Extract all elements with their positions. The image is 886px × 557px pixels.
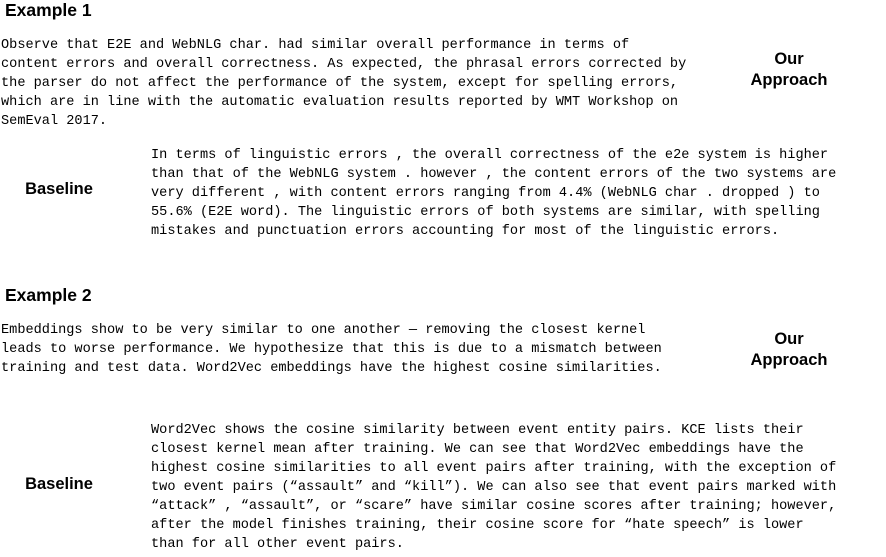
example-2-our-approach-label: Our Approach [750,330,828,369]
example-1-baseline-label: Baseline [25,180,93,198]
example-1-baseline-text: In terms of linguistic errors , the overall correctness of the e2e system is higher than that of the WebNLG system . however , the content errors of the two systems are very different , with content errors ranging from 4.4% (WebNLG char . dropped ) to 55.6% (E2E word). The linguistic errors of both systems are similar, with spelling mistakes and punctuation errors accounting for most of the linguistic errors. [151,148,837,239]
example-1-title: Example 1 [5,0,92,20]
example-2-our-approach-text: Embeddings show to be very similar to one another — removing the closest kernel leads to worse performance. We hypothesize that this is due to a mismatch between training and test data. Word2Vec embeddings have the highest cosine similarities. [1,323,662,376]
example-2-baseline-label: Baseline [25,475,93,493]
example-1-our-approach-text: Observe that E2E and WebNLG char. had similar overall performance in terms of content errors and overall correctness. As expected, the phrasal errors corrected by the parser do not affect the performance of the system, except for spelling errors, which are in line with the automatic evaluation results reported by WMT Workshop on SemEval 2017. [1,38,687,129]
example-2-title: Example 2 [5,285,92,305]
example-2-baseline-text: Word2Vec shows the cosine similarity between event entity pairs. KCE lists their closest kernel mean after training. We can see that Word2Vec embeddings have the highest cosine similarities to all event pairs after training, with the exception of two event pairs (“assault” and “kill”). We can also see that event pairs marked with “attack” , “assault”, or “scare” have similar cosine scores after training; however, after the model finishes training, their cosine score for “hate speech” is lower than for all other event pairs. [151,423,837,552]
example-1-our-approach-label: Our Approach [750,50,828,89]
